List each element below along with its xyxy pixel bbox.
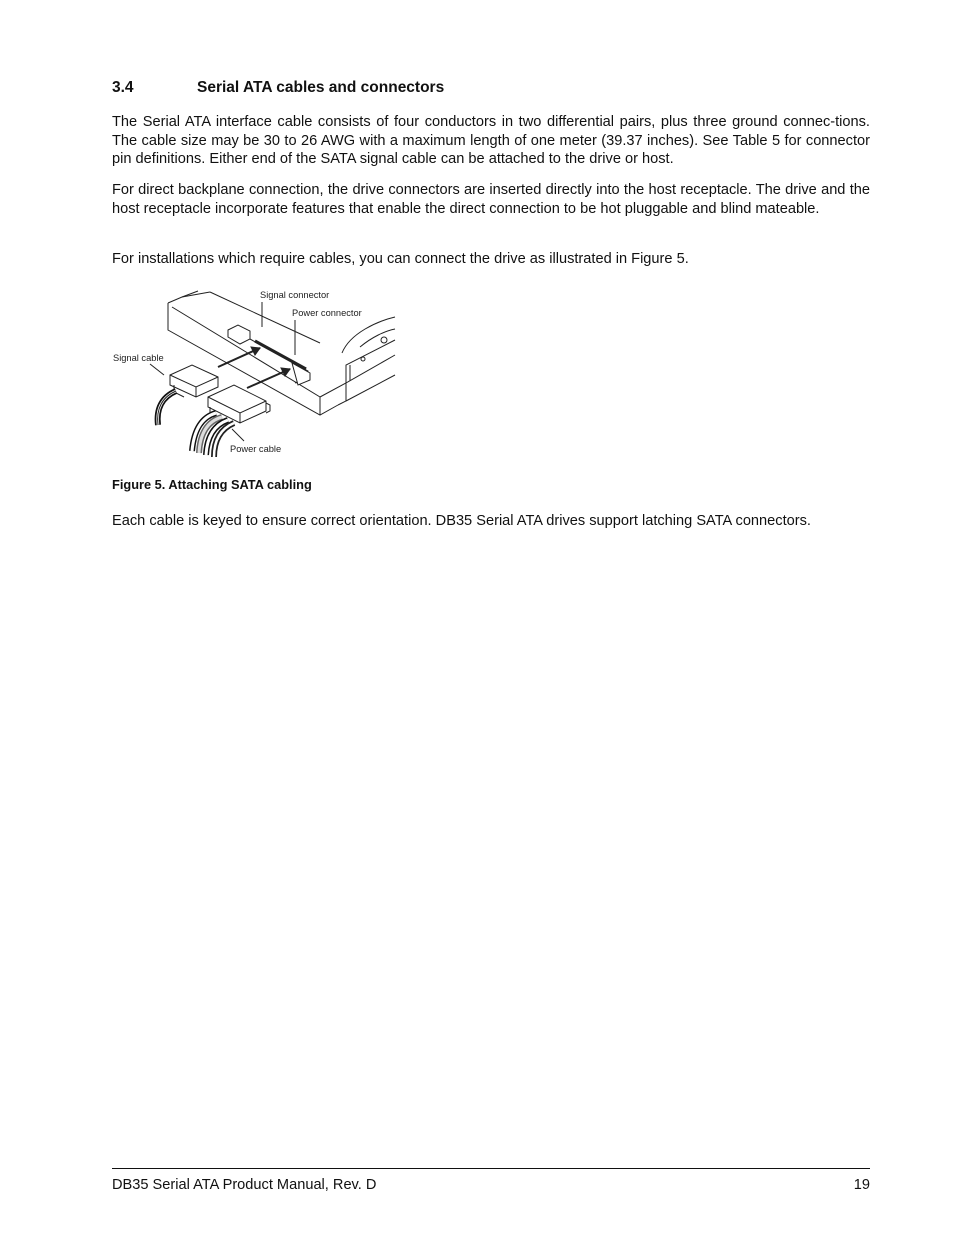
footer-page-number: 19 (853, 1177, 870, 1193)
footer-manual-title: DB35 Serial ATA Product Manual, Rev. D (112, 1177, 377, 1193)
footer-divider (112, 1168, 870, 1169)
section-heading (112, 79, 444, 97)
paragraph-backplane-connection: For direct backplane connection, the drive connectors are inserted directly into the host receptacle. The drive and the host receptacle incorporate features that enable the direct connection to be hot pluggable and blind mateable. (112, 182, 870, 217)
paragraph-cable-description: The Serial ATA interface cable consists of four conductors in two differential pairs, plus three ground connec-tions. The cable size may be 30 to 26 AWG with a maximum length of one meter (39.37 inches). See Table 5 for connector pin definitions. Either end of the SATA signal cable can be attached to the drive or host. (112, 114, 870, 168)
label-signal-connector: Signal connector (260, 290, 330, 300)
label-power-connector: Power connector (292, 308, 362, 318)
label-power-cable: Power cable (230, 444, 282, 454)
paragraph-cable-keying: Each cable is keyed to ensure correct orientation. DB35 Serial ATA drives support latching SATA connectors. (112, 513, 811, 529)
figure-caption: Figure 5. Attaching SATA cabling (112, 477, 312, 492)
section-title: Serial ATA cables and connectors (197, 79, 445, 96)
paragraph-installation: For installations which require cables, you can connect the drive as illustrated in Figure 5. (112, 251, 689, 267)
figure-sata-cabling (110, 285, 400, 460)
section-number: 3.4 (112, 79, 134, 96)
label-signal-cable: Signal cable (113, 353, 164, 363)
